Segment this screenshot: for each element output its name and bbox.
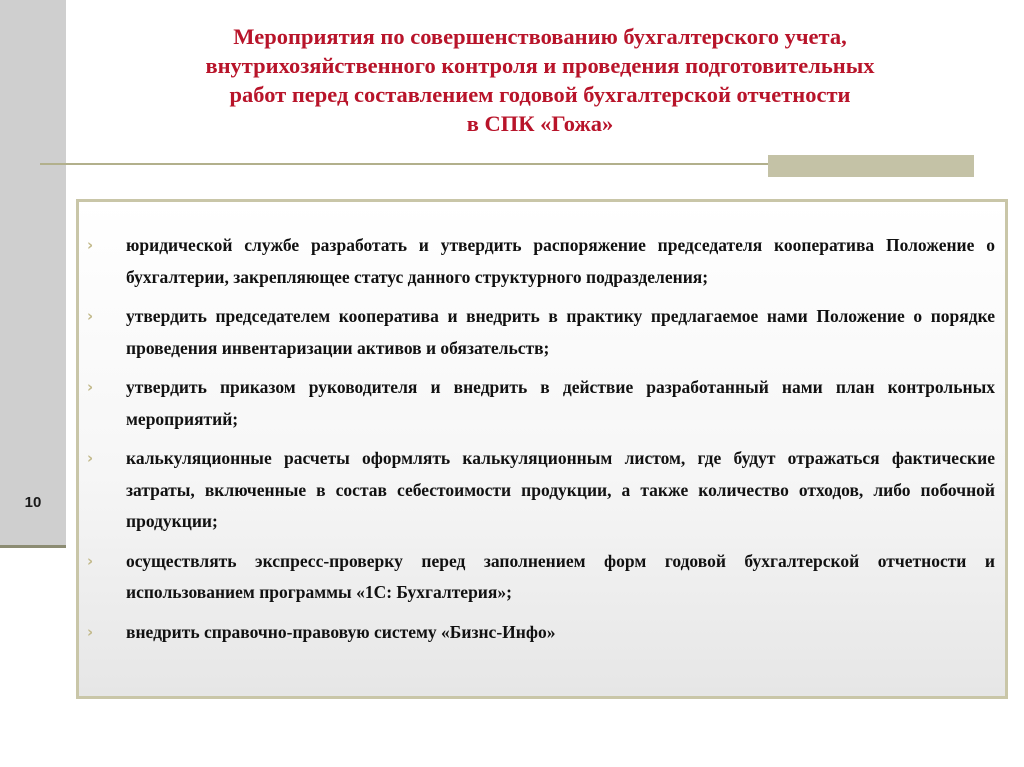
list-item — [87, 617, 1001, 649]
title-accent-block — [768, 155, 974, 177]
left-band-divider — [0, 545, 66, 548]
slide-title-line: внутрихозяйственного контроля и проведения подготовительных — [205, 53, 875, 78]
slide-title-line: в СПК «Гожа» — [466, 111, 614, 136]
bullet-arrow-icon: › — [87, 551, 94, 570]
list-item — [87, 546, 1001, 609]
list-item — [87, 230, 1001, 293]
bullet-list — [87, 230, 1001, 656]
list-item — [87, 301, 1001, 364]
slide-title-line: работ перед составлением годовой бухгалтерской отчетности — [229, 82, 851, 107]
bullet-arrow-icon: › — [87, 378, 94, 396]
left-decorative-band — [0, 0, 66, 547]
slide-title-line: Мероприятия по совершенствованию бухгалтерского учета, — [233, 24, 847, 49]
bullet-arrow-icon: › — [87, 449, 94, 467]
list-item-text: юридической службе разработать и утвердить распоряжение председателя кооператива Положение о бухгалтерии, закрепляющее статус данного структурного подразделения; — [126, 235, 995, 287]
slide-title — [100, 22, 980, 138]
bullet-arrow-icon: › — [87, 307, 94, 325]
list-item-text: утвердить председателем кооператива и внедрить в практику предлагаемое нами Положение о порядке проведения инвентаризации активов и обязательств; — [126, 306, 995, 358]
list-item-text: внедрить справочно-правовую систему «Бизнс-Инфо» — [126, 621, 556, 642]
content-box — [76, 199, 1008, 699]
slide-number: 10 — [24, 494, 42, 511]
bullet-arrow-icon: › — [87, 622, 94, 641]
list-item — [87, 443, 1001, 538]
list-item-text: утвердить приказом руководителя и внедрить в действие разработанный нами план контрольных мероприятий; — [126, 377, 995, 429]
bullet-arrow-icon: › — [87, 236, 94, 254]
list-item — [87, 372, 1001, 435]
list-item-text: осуществлять экспресс-проверку перед заполнением форм годовой бухгалтерской отчетности и использованием программы «1С: Бухгалтерия»; — [126, 550, 995, 602]
list-item-text: калькуляционные расчеты оформлять калькуляционным листом, где будут отражаться фактические затраты, включенные в состав себестоимости продукции, а также количество отходов, либо побочной продукции; — [126, 448, 995, 531]
